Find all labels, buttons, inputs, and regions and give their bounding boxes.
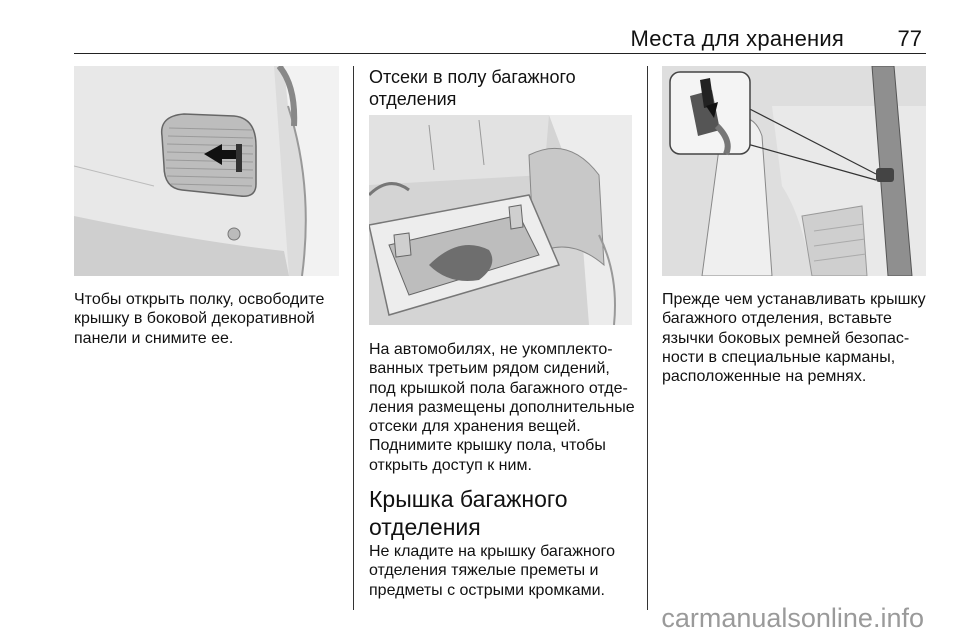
belt-pocket-illustration-icon xyxy=(662,66,926,276)
right-paragraph: Прежде чем устанавливать крышку багажного отделения, вставьте язычки боковых ремней безопасности в специальные карманы, расположенные на ремнях. xyxy=(662,291,926,386)
cover-paragraph: Не кладите на крышку багажного отделения тяжелые преметы и предметы с острыми кромками. xyxy=(369,543,616,599)
floor-compartment-illustration-icon xyxy=(369,115,632,325)
cover-heading: Крышка багажного отделения xyxy=(369,486,568,540)
left-paragraph: Чтобы открыть полку, освободите крышку в боковой декоративной панели и снимите ее. xyxy=(74,291,325,347)
belt-pocket-figure xyxy=(662,66,926,276)
column-divider-left xyxy=(353,66,354,610)
panel-arrow-illustration-icon xyxy=(74,66,339,276)
floor-compartment-figure xyxy=(369,115,632,325)
header-rule xyxy=(74,53,926,54)
page-number: 77 xyxy=(897,26,922,51)
column-divider-right xyxy=(647,66,648,610)
header-title: Места для хранения xyxy=(630,26,844,51)
floor-compartments-heading: Отсеки в полу багажного отделения xyxy=(369,67,576,109)
watermark: carmanualsonline.info xyxy=(661,603,924,633)
side-panel-figure xyxy=(74,66,339,276)
floor-compartments-paragraph: На автомобилях, не укомплектованных третьим рядом сидений, под крышкой пола багажного отделения размещены дополнительные отсеки для хранения вещей. Поднимите крышку пола, чтобы открыть доступ к ним. xyxy=(369,341,635,474)
page-header xyxy=(0,0,960,60)
